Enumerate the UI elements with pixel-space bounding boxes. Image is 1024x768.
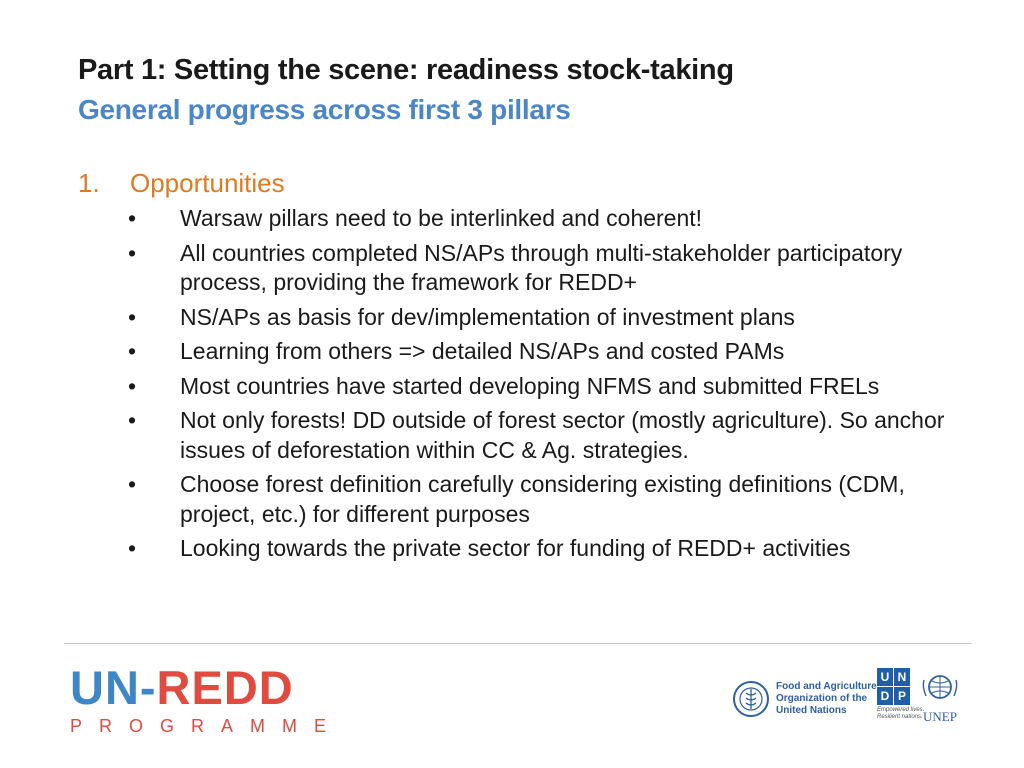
unredd-logo-programme: PROGRAMME bbox=[70, 716, 344, 736]
bullet-item: • Learning from others => detailed NS/APs and costed PAMs bbox=[0, 337, 1024, 367]
bullet-item: • Most countries have started developing NFMS and submitted FRELs bbox=[0, 372, 1024, 402]
unredd-logo-un: UN- bbox=[70, 661, 157, 714]
unredd-logo bbox=[70, 661, 344, 737]
bullet-icon: • bbox=[128, 239, 137, 266]
unep-label: UNEP bbox=[923, 709, 957, 724]
undp-tagline-1: Empowered lives. bbox=[877, 707, 925, 713]
slide-subtitle: General progress across first 3 pillars bbox=[78, 94, 571, 125]
footer-divider bbox=[64, 643, 972, 644]
fao-emblem-icon bbox=[732, 680, 770, 718]
bullet-item: • Not only forests! DD outside of forest sector (mostly agriculture). So anchor issues of deforestation within CC & Ag. strategies. bbox=[128, 407, 945, 463]
unredd-logo-redd: REDD bbox=[156, 661, 294, 714]
undp-letter: U bbox=[877, 668, 893, 686]
fao-logo bbox=[732, 680, 877, 718]
section-number: 1. bbox=[78, 168, 100, 198]
undp-tagline-2: Resilient nations. bbox=[877, 714, 923, 720]
bullet-icon: • bbox=[128, 303, 137, 330]
fao-name-line2: Organization of the bbox=[776, 693, 868, 704]
slide-title: Part 1: Setting the scene: readiness stock-taking bbox=[78, 54, 734, 86]
bullet-icon: • bbox=[128, 338, 137, 364]
bullet-list bbox=[0, 204, 1024, 569]
undp-letter: N bbox=[894, 668, 910, 686]
undp-letter: P bbox=[894, 687, 910, 705]
section-label: Opportunities bbox=[130, 168, 285, 198]
bullet-icon: • bbox=[128, 471, 137, 497]
bullet-item: • Choose forest definition carefully considering existing definitions (CDM, project, etc.) for different purposes bbox=[128, 471, 905, 527]
undp-letter: D bbox=[877, 687, 893, 705]
fao-name-line1: Food and Agriculture bbox=[776, 681, 877, 692]
bullet-icon: • bbox=[128, 407, 137, 433]
bullet-item: • All countries completed NS/APs through multi-stakeholder participatory process, providing the framework for REDD+ bbox=[128, 239, 903, 295]
bullet-icon: • bbox=[128, 372, 137, 399]
unep-emblem-icon bbox=[920, 672, 960, 702]
bullet-icon: • bbox=[128, 535, 137, 561]
bullet-item: • Warsaw pillars need to be interlinked and coherent! bbox=[0, 204, 1024, 234]
undp-logo bbox=[877, 668, 924, 721]
bullet-item: • Looking towards the private sector for funding of REDD+ activities bbox=[0, 534, 1024, 564]
bullet-item: • NS/APs as basis for dev/implementation of investment plans bbox=[0, 303, 1024, 333]
bullet-icon: • bbox=[128, 205, 137, 231]
fao-name-line3: United Nations bbox=[776, 705, 847, 716]
section-heading bbox=[78, 168, 285, 199]
unep-logo bbox=[920, 672, 960, 725]
